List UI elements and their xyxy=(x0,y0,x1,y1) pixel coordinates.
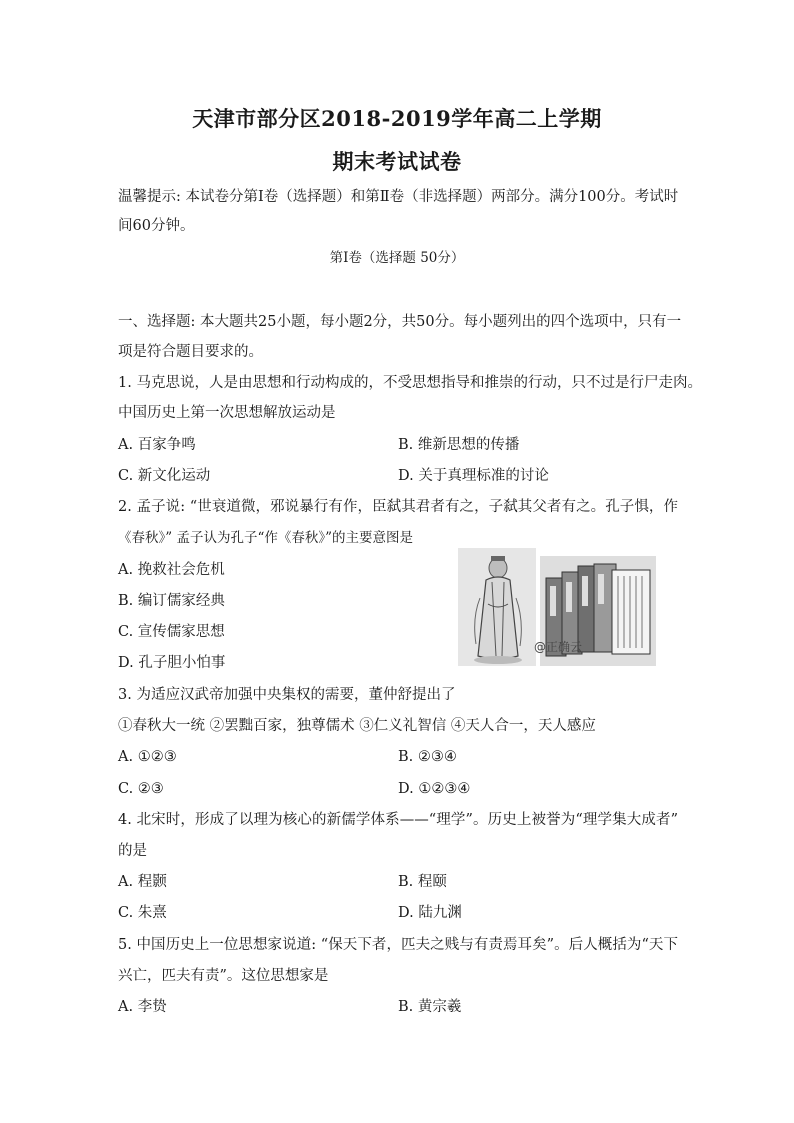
question-1-option-c: C. 新文化运动 xyxy=(118,468,211,484)
question-1-stem-2: 中国历史上第一次思想解放运动是 xyxy=(118,405,336,421)
question-3-option-b: B. ②③④ xyxy=(398,749,457,765)
watermark-text: @正确云 xyxy=(534,640,583,654)
notice-line-1: 温馨提示: 本试卷分第Ⅰ卷（选择题）和第Ⅱ卷（非选择题）两部分。满分100分。考试时 xyxy=(118,189,679,205)
question-4-option-d: D. 陆九渊 xyxy=(398,905,462,921)
question-2-stem-1: 2. 孟子说: “世衰道微，邪说暴行有作，臣弑其君者有之，子弑其父者有之。孔子惧，作 xyxy=(118,499,678,515)
question-4-option-b: B. 程颐 xyxy=(398,874,447,890)
question-3-stem-2: ①春秋大一统 ②罢黜百家，独尊儒术 ③仁义礼智信 ④天人合一，天人感应 xyxy=(118,718,596,734)
question-5-option-a: A. 李贽 xyxy=(118,999,167,1015)
instructions-line-1: 一、选择题: 本大题共25小题，每小题2分，共50分。每小题列出的四个选项中，只有一 xyxy=(118,314,682,330)
question-1-stem-1: 1. 马克思说，人是由思想和行动构成的，不受思想指导和推崇的行动，只不过是行尸走肉。 xyxy=(118,375,702,391)
question-1-option-a: A. 百家争鸣 xyxy=(118,437,196,453)
question-2-option-a: A. 挽救社会危机 xyxy=(118,562,225,578)
question-2-option-d: D. 孔子胆小怕事 xyxy=(118,655,226,671)
exam-title: 天津市部分区2018-2019学年高二上学期 xyxy=(192,106,602,131)
question-4-option-c: C. 朱熹 xyxy=(118,905,167,921)
question-1-option-d: D. 关于真理标准的讨论 xyxy=(398,468,549,484)
question-2-stem-2: 《春秋》” 孟子认为孔子“作《春秋》”的主要意图是 xyxy=(118,530,413,546)
question-5-stem-1: 5. 中国历史上一位思想家说道: “保天下者，匹夫之贱与有责焉耳矣”。后人概括为“天下 xyxy=(118,937,678,953)
question-2-option-b: B. 编订儒家经典 xyxy=(118,593,225,609)
question-4-stem-1: 4. 北宋时，形成了以理为核心的新儒学体系——“理学”。历史上被誉为“理学集大成者” xyxy=(118,812,678,828)
question-3-option-d: D. ①②③④ xyxy=(398,781,471,797)
notice-line-2: 间60分钟。 xyxy=(118,218,195,234)
question-3-option-a: A. ①②③ xyxy=(118,749,177,765)
question-3-option-c: C. ②③ xyxy=(118,781,164,797)
question-3-stem-1: 3. 为适应汉武帝加强中央集权的需要，董仲舒提出了 xyxy=(118,687,456,703)
question-2-option-c: C. 宣传儒家思想 xyxy=(118,624,225,640)
instructions-line-2: 项是符合题目要求的。 xyxy=(118,344,263,360)
question-1-option-b: B. 维新思想的传播 xyxy=(398,437,520,453)
question-4-stem-2: 的是 xyxy=(118,843,147,859)
question-5-option-b: B. 黄宗羲 xyxy=(398,999,462,1015)
question-4-option-a: A. 程颢 xyxy=(118,874,167,890)
section-title: 第Ⅰ卷（选择题 50分） xyxy=(329,250,465,266)
question-5-stem-2: 兴亡，匹夫有责”。这位思想家是 xyxy=(118,968,329,984)
confucius-portrait-image xyxy=(458,548,536,666)
exam-subtitle: 期末考试试卷 xyxy=(332,149,462,174)
